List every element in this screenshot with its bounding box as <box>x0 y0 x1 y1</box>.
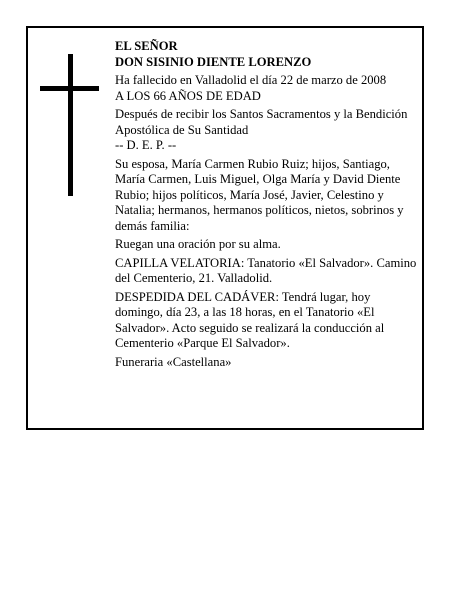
chapel-info: CAPILLA VELATORIA: Tanatorio «El Salvador». Camino del Cementerio, 21. Valladolid. <box>115 255 417 285</box>
obituary-notice <box>26 26 424 430</box>
funeral-home: Funeraria «Castellana» <box>115 354 232 369</box>
sacraments-statement: Después de recibir los Santos Sacramentos y la Bendición Apostólica de Su Santidad <box>115 107 408 137</box>
age-statement: A LOS 66 AÑOS DE EDAD <box>115 88 261 103</box>
rip-line: -- D. E. P. -- <box>115 138 177 152</box>
deceased-name: DON SISINIO DIENTE LORENZO <box>115 54 312 69</box>
heading-title: EL SEÑOR <box>115 39 178 53</box>
cross-icon <box>68 54 73 196</box>
prayer-statement: Ruegan una oración por su alma. <box>115 237 281 251</box>
cross-icon-bar <box>40 86 99 91</box>
family-statement: Su esposa, María Carmen Rubio Ruiz; hijos, Santiago, María Carmen, Luis Miguel, Olga María y David Diente Rubio; hijos políticos, María José, Javier, Celestino y Natalia; hermanos, hermanos políticos, nietos, sobrinos y demás familia: <box>115 156 404 233</box>
obituary-text <box>115 39 420 370</box>
farewell-info: DESPEDIDA DEL CADÁVER: Tendrá lugar, hoy domingo, día 23, a las 18 horas, en el Tanatorio «El Salvador». Acto seguido se realizará la conducción al Cementerio «Parque El Salvador». <box>115 289 385 350</box>
death-statement: Ha fallecido en Valladolid el día 22 de marzo de 2008 <box>115 73 387 87</box>
